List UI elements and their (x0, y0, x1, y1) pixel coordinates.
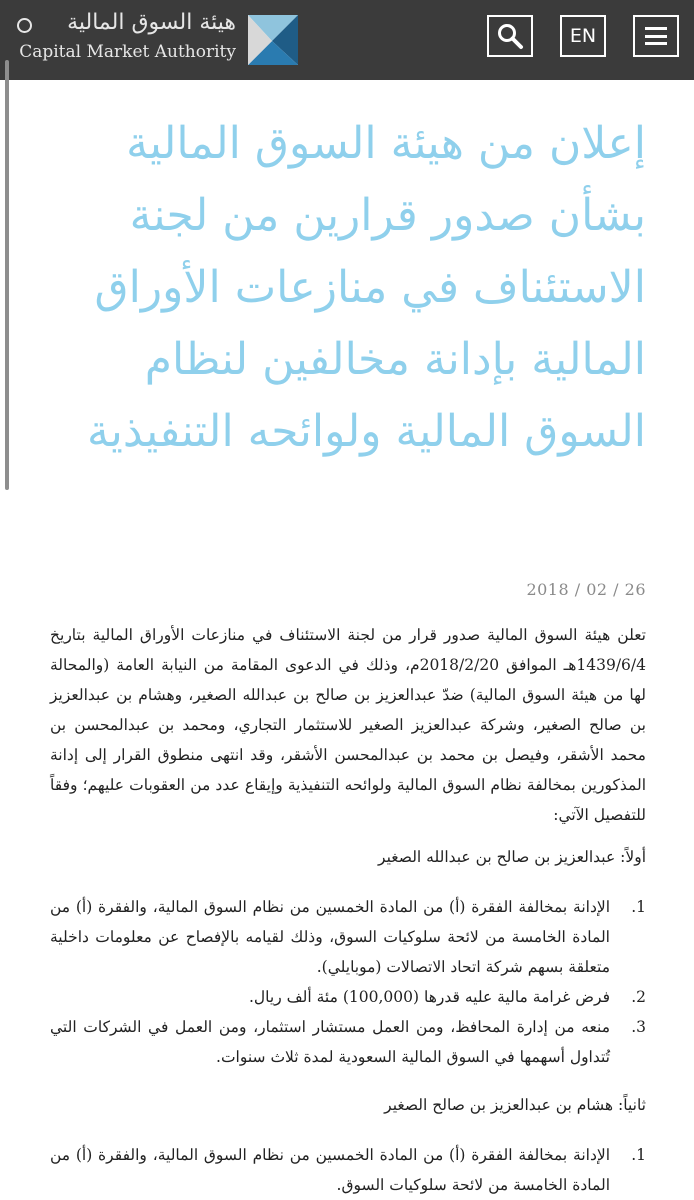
article-date: 2018 / 02 / 26 (526, 580, 646, 599)
list-item-text: فرض غرامة مالية عليه قدرها (100,000) مئة ألف ريال. (248, 988, 610, 1006)
list-item-number: 1. (631, 898, 646, 916)
section-items (50, 892, 646, 1072)
article-intro: تعلن هيئة السوق المالية صدور قرار من لجنة الاستئناف في منازعات الأوراق المالية بتاريخ 1439/6/4هـ الموافق 2018/2/20م، وذلك في الدعوى المقامة من النيابة العامة (والمحالة لها من هيئة السوق المالية) ضدّ عبدالعزيز بن صالح بن عبدالله الصغير، وهشام بن عبدالعزيز بن صالح الصغير، وشركة عبدالعزيز الصغير للاستثمار التجاري، ومحمد بن عبدالمحسن بن محمد الأشقر، وفيصل بن محمد بن عبدالمحسن الأشقر، وقد انتهى منطوق القرار إلى إدانة المذكورين بمخالفة نظام السوق المالية ولوائحه التنفيذية وإيقاع عدد من العقوبات عليهم؛ وفقاً للتفصيل الآتي: (50, 626, 646, 824)
list-item-number: 1. (631, 1146, 646, 1164)
section-items (50, 1140, 646, 1200)
article-body (50, 620, 646, 1200)
section-heading: أولاً: عبدالعزيز بن صالح بن عبدالله الصغير (378, 848, 646, 866)
brand-name-english: Capital Market Authority (19, 42, 236, 62)
list-item (50, 1140, 646, 1200)
menu-icon (645, 27, 667, 45)
brand-name-arabic: هيئة السوق المالية (67, 10, 236, 35)
section-heading: ثانياً: هشام بن عبدالعزيز بن صالح الصغير (384, 1096, 646, 1114)
scroll-indicator[interactable] (5, 60, 9, 490)
list-item (50, 892, 646, 982)
search-icon (496, 22, 524, 50)
list-item-number: 3. (631, 1018, 646, 1036)
list-item-number: 2. (631, 988, 646, 1006)
article-title: إعلان من هيئة السوق المالية بشأن صدور قرارين من لجنة الاستئناف في منازعات الأوراق المالية بإدانة مخالفين لنظام السوق المالية ولوائحه التنفيذية (87, 118, 646, 457)
list-item-text: الإدانة بمخالفة الفقرة (أ) من المادة الخمسين من نظام السوق المالية، والفقرة (أ) من المادة الخامسة من لائحة سلوكيات السوق، وذلك لقيامه بالإفصاح عن معلومات داخلية متعلقة بسهم شركة اتحاد الاتصالات (موبايلي). (50, 898, 610, 976)
list-item (50, 982, 646, 1012)
menu-button[interactable] (633, 15, 679, 57)
list-item (50, 1012, 646, 1072)
list-item-text: الإدانة بمخالفة الفقرة (أ) من المادة الخمسين من نظام السوق المالية، والفقرة (أ) من المادة الخامسة من لائحة سلوكيات السوق. (50, 1146, 610, 1194)
search-button[interactable] (487, 15, 533, 57)
list-item-text: منعه من إدارة المحافظ، ومن العمل مستشار استثمار، ومن العمل في الشركات التي تُتداول أسهمها في السوق المالية السعودية لمدة ثلاث سنوات. (50, 1018, 610, 1066)
site-header (0, 0, 694, 80)
language-toggle-button[interactable]: EN (560, 15, 606, 57)
logo-icon[interactable] (248, 15, 298, 65)
